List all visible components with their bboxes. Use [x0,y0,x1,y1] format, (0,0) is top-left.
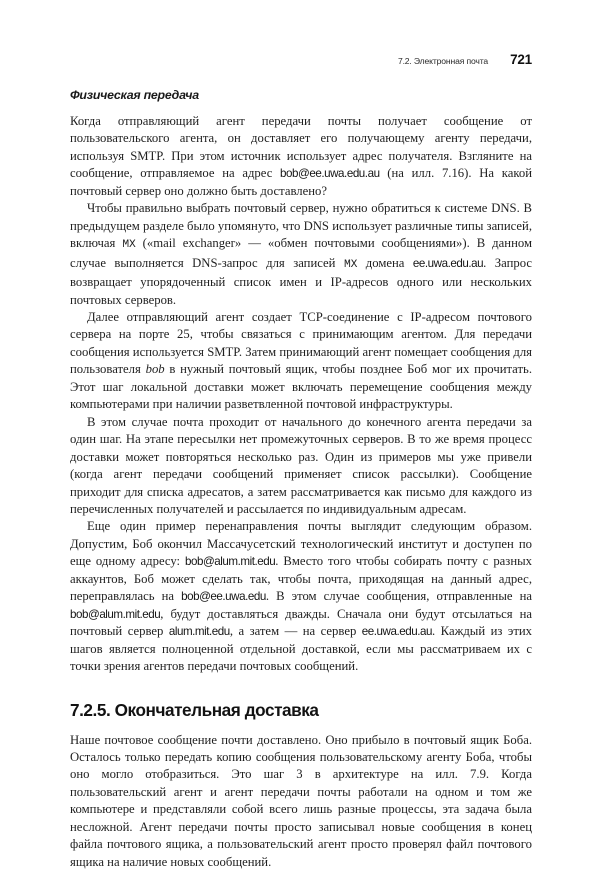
text-run: . Каждый из этих шагов является полноценной отдельной доставкой, если мы рассматриваем их с точки зрения агентов передачи почтовых сообщений. [70,624,532,673]
text-run: . В этом случае сообщения, отправленные на [266,589,532,603]
paragraph-final-delivery [70,732,532,871]
section-heading: 7.2.5. Окончательная доставка [70,700,532,721]
domain-ee-uwa-edu-au: ee.uwa.edu.au [413,257,483,270]
text-run: Наше почтовое сообщение почти доставлено. Оно прибыло в почтовый ящик Боба. Осталось только передать копию сообщения пользовательскому агенту Боба, чтобы оно могло отобразиться. Это шаг 3 в архитектуре на илл. 7.9. Когда пользовательский агент и агент передачи почты работали на одном и том же компьютере и представляли собой всего лишь разные процессы, эта задача была несложной. Агент передачи почты просто записывал новые сообщения в конец файла почтового ящика, а пользовательский агент просто проверял файл почтового ящика на наличие новых сообщений. [70,733,532,869]
text-run: Далее отправляющий агент создает TCP-соединение с IP-адресом почтового сервера на порте 25, чтобы связаться с принимающим агентом. Для передачи сообщения используется SMTP. Затем принимающий агент помещает сообщения для пользователя [70,310,532,376]
domain-ee-uwa-edu-au: ee.uwa.edu.au [362,625,432,638]
record-type-mx: MX [344,259,357,271]
text-run: Когда отправляющий агент передачи почты получает сообщение от пользовательского агента, он доставляет его получающему агенту передачи, используя SMTP. При этом источник использует адрес получателя. Взгляните на сообщение, отправляемое на адрес [70,114,532,180]
username-bob: bob [146,362,165,376]
text-column [70,88,532,871]
text-run: домена [357,256,413,270]
email-address-bob-ee-uwa-edu: bob@ee.uwa.edu [181,590,266,603]
domain-alum-mit-edu: alum.mit.edu [169,625,230,638]
running-head [398,52,532,67]
email-address-bob-alum-mit-edu: bob@alum.mit.edu [185,555,275,568]
email-address-bob-ee-uwa-edu-au: bob@ee.uwa.edu.au [280,167,380,180]
record-type-mx: MX [122,239,135,251]
text-run: (на илл. 7.16). На какой почтовый сервер оно должно быть доставлено? [70,166,532,197]
page-number: 721 [510,52,532,67]
text-run: В этом случае почта проходит от начального до конечного агента передачи за один шаг. На этапе пересылки нет промежуточных серверов. В то же время процесс доставки может повторяться несколько раз. Один из примеров мы уже привели (когда агент передачи сообщений применяет список рассылки). Сообщение приходит для списка адресатов, а затем рассматривается как письмо для каждого из перечисленных получателей и рассылается по индивидуальным адресам. [70,415,532,516]
paragraph-dns-mx [70,200,532,309]
text-run: , а затем — на сервер [230,624,362,638]
text-run: Чтобы правильно выбрать почтовый сервер, нужно обратиться к системе DNS. В предыдущем разделе было упомянуто, что DNS использует различные типы записей, включая [70,201,532,250]
text-run: («mail exchanger» — «обмен почтовыми сообщениями»). В данном случае выполняется DNS-запрос для записей [70,236,532,269]
email-address-bob-alum-mit-edu: bob@alum.mit.edu [70,608,160,621]
text-run: , будут доставляться дважды. Сначала они будут отсылаться на почтовый сервер [70,607,532,638]
paragraph-physical-transfer [70,113,532,200]
paragraph-single-hop [70,414,532,519]
paragraph-tcp-smtp [70,309,532,414]
text-run: Еще один пример перенаправления почты выглядит следующим образом. Допустим, Боб окончил Массачусетский технологический институт и доступен по еще одному адресу: [70,519,532,568]
running-head-title: 7.2. Электронная почта [398,56,488,66]
paragraph-forwarding-example [70,518,532,675]
text-run: . Вместо того чтобы собирать почту с разных аккаунтов, Боб может сделать так, чтобы почта, приходящая на данный адрес, переправлялась на [70,554,532,603]
text-run: в нужный почтовый ящик, чтобы позднее Боб мог их прочитать. Этот шаг локальной доставки может включать перемещение сообщения между компьютерами при наличии разветвленной почтовой инфраструктуры. [70,362,532,411]
subsection-heading: Физическая передача [70,88,532,102]
text-run: . Запрос возвращает упорядоченный список имен и IP-адресов одного или нескольких почтовых серверов. [70,256,532,307]
